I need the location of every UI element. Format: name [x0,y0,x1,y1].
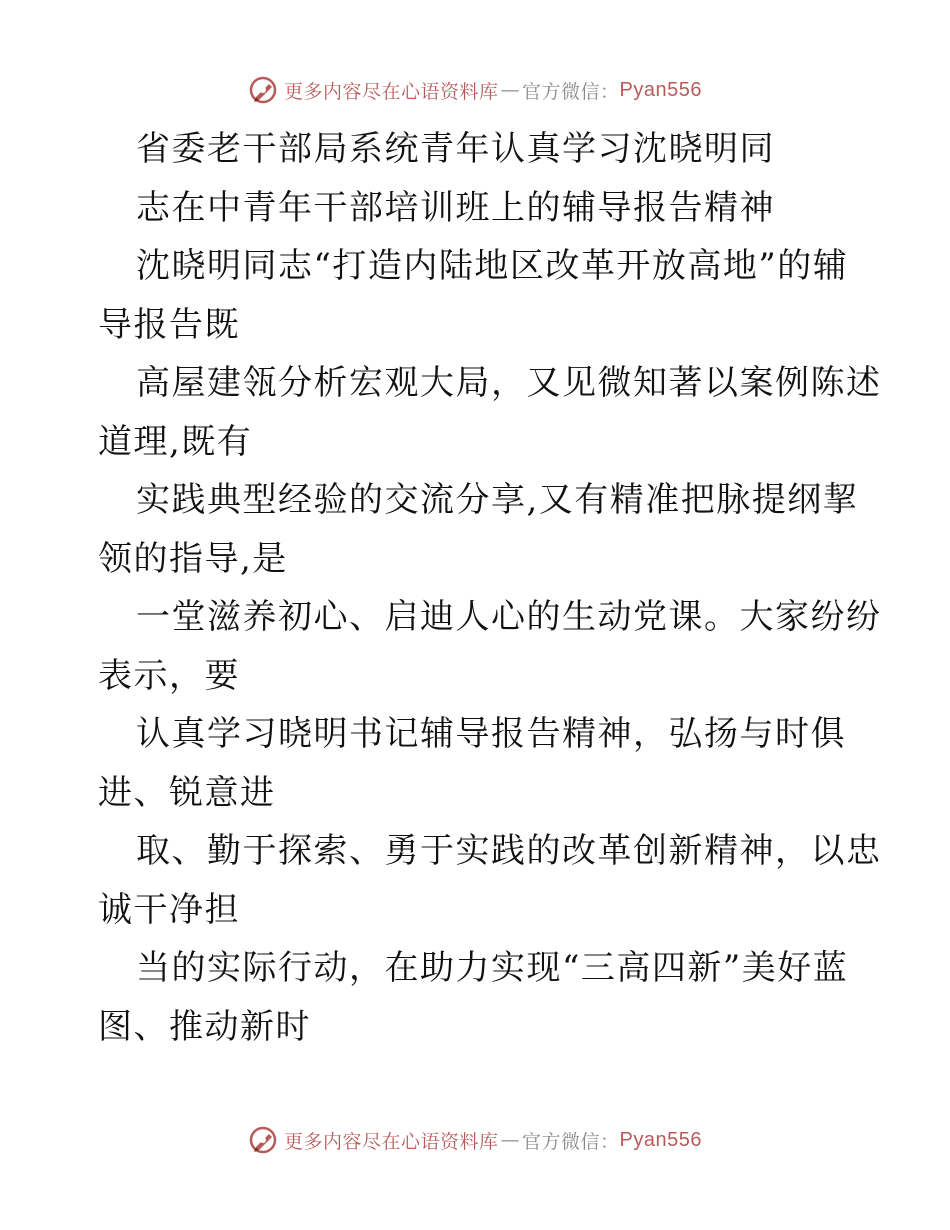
paragraph-line: 高屋建瓴分析宏观大局，又见微知著以案例陈述 [136,363,882,403]
paragraph-line: 表示，要 [98,655,240,696]
document-body [98,120,882,1056]
paragraph-line: 进、锐意进 [98,772,276,813]
banner-dash: — [500,1129,521,1151]
paragraph-line: 当的实际行动，在助力实现“三高四新”美好蓝 [136,948,849,988]
banner-wechat-id: Pyan556 [619,1128,702,1151]
paragraph-line: 认真学习晓明书记辅导报告精神，弘扬与时俱 [136,714,846,754]
paragraph-line: 实践典型经验的交流分享,又有精准把脉提纲挈 [136,480,859,520]
paragraph-line: 沈晓明同志“打造内陆地区改革开放高地”的辅 [136,246,849,286]
paragraph-line: 道理,既有 [98,421,253,462]
banner-dash: — [500,79,521,101]
footer-watermark-banner [0,1120,950,1160]
banner-wechat-label: 官方微信： [522,80,620,103]
paragraph-line: 一堂滋养初心、启迪人心的生动党课。大家纷纷 [136,597,882,637]
pen-globe-logo-icon [248,1125,278,1155]
banner-wechat-label: 官方微信： [522,1130,620,1153]
header-watermark-banner [0,70,950,110]
banner-text [284,77,702,104]
banner-main-text: 更多内容尽在心语资料库 [284,80,499,103]
paragraph-line: 图、推动新时 [98,1006,311,1047]
document-title-line: 志在中青年干部培训班上的辅导报告精神 [136,187,775,228]
banner-main-text: 更多内容尽在心语资料库 [284,1130,499,1153]
paragraph-line: 导报告既 [98,304,240,345]
paragraph-line: 取、勤于探索、勇于实践的改革创新精神，以忠 [136,831,882,871]
banner-text [284,1127,702,1154]
banner-wechat-id: Pyan556 [619,78,702,101]
pen-globe-logo-icon [248,75,278,105]
paragraph-line: 诚干净担 [98,889,240,930]
document-title-line: 省委老干部局系统青年认真学习沈晓明同 [136,129,775,169]
paragraph-line: 领的指导,是 [98,538,288,579]
